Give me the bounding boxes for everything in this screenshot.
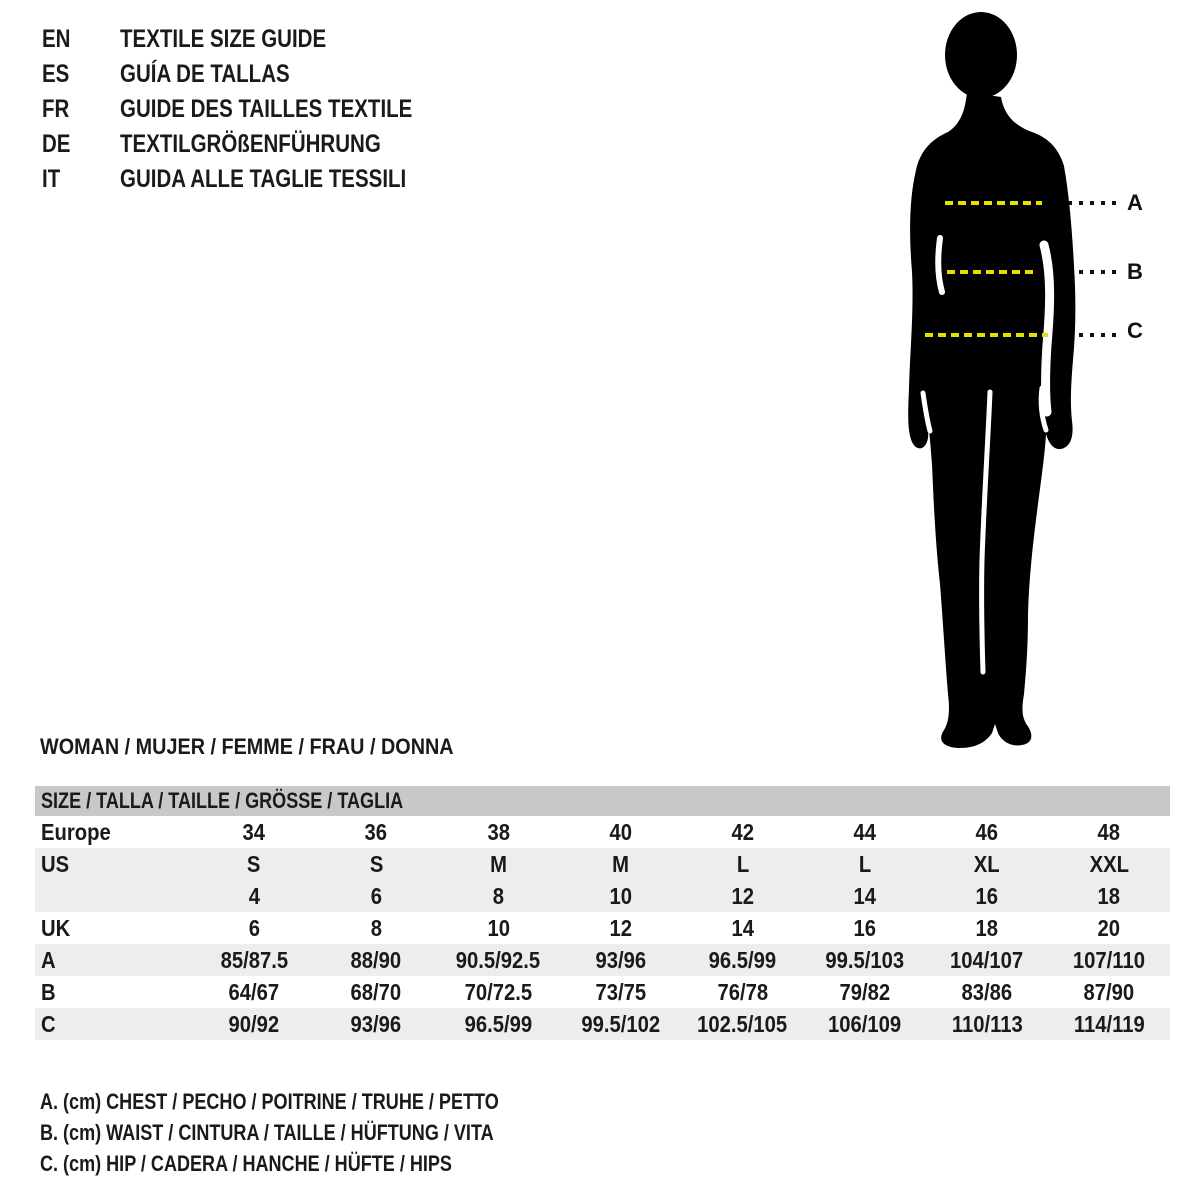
measure-label-c: C: [1127, 318, 1143, 343]
table-cell: 20: [1097, 914, 1121, 941]
row-uk: [35, 912, 1170, 944]
table-cell: 93/96: [595, 946, 646, 973]
measure-label-b: B: [1127, 259, 1143, 284]
language-title-it: GUIDA ALLE TAGLIE TESSILI: [120, 165, 407, 193]
measurement-legend: [40, 1086, 599, 1179]
table-cell: 10: [487, 914, 510, 941]
row-us-letters: [35, 848, 1170, 880]
language-row-fr: [42, 92, 477, 127]
table-cell: 85/87.5: [220, 946, 288, 973]
table-cell: 12: [731, 882, 754, 909]
table-cell: 99.5/102: [581, 1010, 660, 1037]
table-cell: 96.5/99: [464, 1010, 533, 1037]
silhouette-body: [908, 92, 1075, 748]
table-cell: 114/119: [1073, 1010, 1145, 1037]
table-cell: M: [489, 850, 507, 877]
row-label: C: [41, 1010, 56, 1037]
language-title-es: GUÍA DE TALLAS: [120, 60, 290, 88]
table-cell: 6: [370, 882, 382, 909]
row-label: A: [41, 946, 56, 973]
table-cell: S: [369, 850, 383, 877]
table-cell: 6: [248, 914, 260, 941]
row-europe: [35, 816, 1170, 848]
woman-silhouette-graphic: [880, 0, 1200, 760]
language-list: [42, 22, 477, 197]
legend-line-hip: [40, 1148, 599, 1179]
table-cell: 16: [853, 914, 876, 941]
table-cell: 90/92: [228, 1010, 280, 1037]
language-row-en: [42, 22, 477, 57]
table-cell: 10: [609, 882, 632, 909]
table-cell: 73/75: [595, 978, 646, 1005]
table-cell: 46: [975, 818, 999, 845]
language-code-it: IT: [42, 165, 61, 193]
legend-text-waist: B. (cm) WAIST / CINTURA / TAILLE / HÜFTUNG / VITA: [40, 1119, 494, 1145]
language-title-en: TEXTILE SIZE GUIDE: [120, 25, 327, 53]
table-cell: 18: [1097, 882, 1121, 909]
table-cell: 40: [609, 818, 632, 845]
table-cell: 44: [853, 818, 876, 845]
language-title-fr: GUIDE DES TAILLES TEXTILE: [120, 95, 413, 123]
row-hip-c: [35, 1008, 1170, 1040]
table-cell: 8: [492, 882, 504, 909]
size-table-header: SIZE / TALLA / TAILLE / GRÖSSE / TAGLIA: [41, 788, 404, 813]
language-title-de: TEXTILGRÖßENFÜHRUNG: [120, 130, 381, 158]
language-row-de: [42, 127, 477, 162]
language-code-es: ES: [42, 60, 70, 88]
table-cell: 104/107: [950, 946, 1024, 973]
language-row-it: [42, 162, 477, 197]
legend-line-chest: [40, 1086, 599, 1117]
table-cell: 14: [731, 914, 754, 941]
table-cell: 42: [731, 818, 754, 845]
table-cell: 90.5/92.5: [456, 946, 541, 973]
table-cell: 36: [364, 818, 388, 845]
legend-text-chest: A. (cm) CHEST / PECHO / POITRINE / TRUHE / PETTO: [40, 1088, 499, 1114]
row-label: Europe: [41, 818, 111, 845]
section-title-text: WOMAN / MUJER / FEMME / FRAU / DONNA: [40, 734, 454, 759]
table-cell: 34: [242, 818, 266, 845]
row-us-numbers: [35, 880, 1170, 912]
table-cell: 18: [975, 914, 999, 941]
table-cell: L: [858, 850, 871, 877]
table-cell: 99.5/103: [825, 946, 905, 973]
size-table: [35, 786, 1170, 1040]
language-code-de: DE: [42, 130, 71, 158]
table-cell: 48: [1097, 818, 1121, 845]
table-cell: 12: [609, 914, 632, 941]
table-cell: 4: [248, 882, 260, 909]
table-cell: 102.5/105: [697, 1010, 788, 1037]
table-cell: 107/110: [1072, 946, 1145, 973]
table-cell: 93/96: [350, 1010, 402, 1037]
table-cell: S: [247, 850, 261, 877]
table-cell: 70/72.5: [464, 978, 533, 1005]
section-title: [40, 734, 500, 760]
measurement-figure: [880, 0, 1200, 760]
table-cell: 79/82: [839, 978, 891, 1005]
table-cell: 83/86: [961, 978, 1013, 1005]
legend-line-waist: [40, 1117, 599, 1148]
table-cell: XXL: [1089, 850, 1129, 877]
language-code-fr: FR: [42, 95, 70, 123]
table-cell: 106/109: [828, 1010, 902, 1037]
language-row-es: [42, 57, 477, 92]
table-cell: XL: [973, 850, 1000, 877]
table-cell: 64/67: [228, 978, 280, 1005]
table-cell: 16: [975, 882, 999, 909]
table-cell: 87/90: [1083, 978, 1135, 1005]
row-label: [35, 883, 193, 910]
size-table-header-row: [35, 786, 1170, 816]
table-cell: 76/78: [717, 978, 768, 1005]
silhouette-head: [945, 12, 1017, 98]
table-cell: 8: [370, 914, 382, 941]
table-cell: 38: [487, 818, 510, 845]
legend-text-hip: C. (cm) HIP / CADERA / HANCHE / HÜFTE / HIPS: [40, 1150, 452, 1176]
table-cell: 14: [853, 882, 876, 909]
language-code-en: EN: [42, 25, 71, 53]
table-cell: 68/70: [350, 978, 402, 1005]
row-label: US: [41, 850, 70, 877]
row-waist-b: [35, 976, 1170, 1008]
table-cell: L: [736, 850, 749, 877]
row-label: UK: [41, 914, 71, 941]
table-cell: 96.5/99: [708, 946, 777, 973]
row-label: B: [41, 978, 56, 1005]
row-chest-a: [35, 944, 1170, 976]
measure-label-a: A: [1127, 190, 1143, 215]
table-cell: 88/90: [350, 946, 402, 973]
table-cell: 110/113: [951, 1010, 1023, 1037]
table-cell: M: [611, 850, 629, 877]
